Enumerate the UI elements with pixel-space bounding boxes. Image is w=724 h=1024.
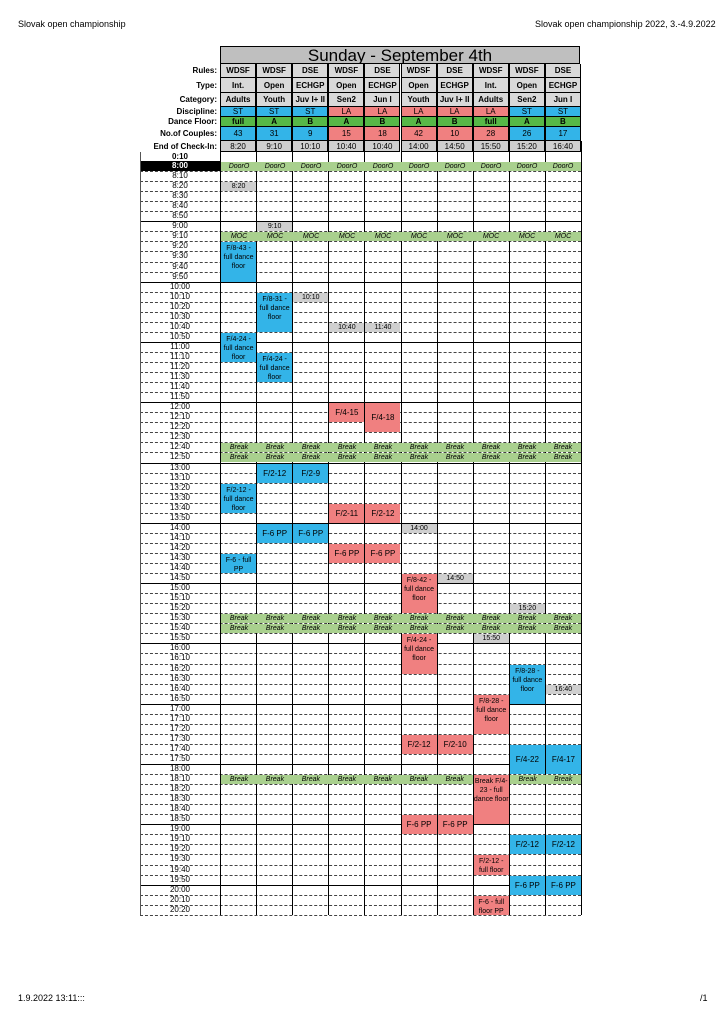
break-cell: Break: [553, 454, 573, 462]
break-cell: Break: [301, 625, 321, 633]
event-block: F-6 PP: [257, 524, 292, 543]
header-category-col-2: Youth: [256, 93, 292, 107]
time-slot: 8:00: [140, 161, 220, 171]
event-block: F/4-24 - full dance floor: [402, 634, 437, 673]
row-label-category: Category:: [179, 95, 217, 104]
event-block: F/4-22: [510, 745, 545, 774]
time-slot: 17:40: [169, 743, 191, 753]
event-block: 16:40: [546, 685, 581, 694]
row-label-floor: Dance Floor:: [168, 117, 217, 126]
header-type-col-9: Open: [509, 78, 545, 93]
header-discipline-col-9: ST: [509, 107, 545, 117]
header-checkin-col-8: 15:50: [473, 141, 509, 152]
time-slot: 11:20: [170, 362, 190, 371]
header-rules-col-10: DSE: [545, 64, 581, 78]
event-block: F-6 PP: [365, 544, 400, 563]
header-couples-col-5: 18: [364, 127, 400, 141]
event-block: F/2-12: [365, 504, 400, 523]
header-couples-col-4: 15: [328, 127, 364, 141]
header-floor-col-2: A: [256, 117, 292, 127]
time-slot: 14:50: [169, 573, 191, 583]
header-category-col-3: Juv I+ II: [292, 93, 328, 107]
time-slot: 19:00: [169, 824, 191, 834]
event-block: F-6 PP: [402, 815, 437, 834]
break-cell: MOC: [302, 233, 320, 241]
break-cell: MOC: [338, 233, 356, 241]
break-cell: Break: [554, 776, 573, 784]
header-rules-col-6: WDSF: [401, 64, 437, 78]
event-block: 9:10: [257, 222, 292, 231]
time-slot: 16:10: [169, 653, 191, 663]
event-block: F/8-28 - full dance floor: [510, 665, 545, 704]
time-slot: 13:00: [169, 462, 191, 472]
break-row: [221, 624, 581, 633]
row-label-checkin: End of Check-In:: [153, 142, 217, 151]
event-block: 15:20: [510, 604, 545, 613]
time-slot: 10:30: [169, 311, 191, 321]
row-label-rules: Rules:: [192, 66, 217, 75]
header-checkin-col-10: 16:40: [545, 141, 581, 152]
break-cell: Break: [517, 444, 537, 452]
time-slot: 17:00: [169, 703, 191, 713]
time-slot: 16:00: [169, 643, 191, 653]
break-cell: Break: [409, 615, 429, 623]
break-cell: Break: [409, 625, 429, 633]
break-row: [221, 232, 581, 241]
event-block: F/2-12: [257, 464, 292, 483]
break-cell: DoorO: [480, 163, 502, 170]
break-cell: Break: [337, 454, 357, 462]
time-slot: 8:10: [172, 171, 188, 181]
header-checkin-col-6: 14:00: [401, 141, 437, 152]
time-slot: 16:30: [169, 673, 191, 683]
break-cell: Break: [301, 444, 321, 452]
header-rules-col-8: WDSF: [473, 64, 509, 78]
time-slot: 17:10: [169, 713, 191, 723]
event-block: F/4-24 - full dance floor: [221, 333, 256, 362]
event-block: 11:40: [365, 323, 400, 332]
header-category-col-9: Sen2: [509, 93, 545, 107]
first-slot-label: 0:10: [171, 152, 188, 161]
time-slot: 12:50: [169, 452, 191, 462]
header-floor-col-4: A: [328, 117, 364, 127]
break-cell: Break: [481, 454, 501, 462]
break-cell: Break: [337, 615, 357, 623]
event-block: F/2-12: [510, 835, 545, 854]
time-slot: 18:20: [169, 784, 191, 794]
break-cell: Break: [445, 625, 465, 633]
time-slot: 12:20: [169, 422, 191, 432]
break-cell: Break: [553, 615, 573, 623]
break-cell: DoorO: [300, 163, 322, 170]
break-cell: Break: [301, 776, 321, 784]
time-slot: 15:20: [169, 603, 191, 613]
break-cell: MOC: [230, 233, 248, 241]
event-block: F/2-10: [438, 735, 473, 754]
event-block: F/2-12: [402, 735, 437, 754]
break-cell: Break: [445, 454, 465, 462]
header-checkin-col-4: 10:40: [328, 141, 364, 152]
break-cell: Break: [373, 444, 393, 452]
break-cell: Break: [409, 454, 429, 462]
event-block: 8:20: [221, 182, 256, 191]
time-slot: 14:40: [169, 563, 191, 572]
header-category-col-8: Adults: [473, 93, 509, 107]
header-couples-col-10: 17: [545, 127, 581, 141]
time-slot: 17:50: [169, 753, 191, 763]
event-block: F/8-42 - full dance floor: [402, 574, 437, 613]
time-slot: 13:40: [169, 502, 191, 512]
header-discipline-col-2: ST: [256, 107, 292, 117]
break-cell: MOC: [518, 233, 536, 241]
break-row: [221, 162, 581, 171]
header-floor-col-7: B: [437, 117, 473, 127]
header-category-col-6: Youth: [401, 93, 437, 107]
break-cell: Break: [265, 454, 285, 462]
time-slot: 14:10: [169, 532, 191, 542]
header-type-col-2: Open: [256, 78, 292, 93]
header-rules-col-2: WDSF: [256, 64, 292, 78]
time-slot: 13:30: [169, 492, 191, 502]
time-slot: 13:50: [169, 512, 191, 522]
column-divider: [437, 141, 438, 915]
header-rules-col-1: WDSF: [220, 64, 256, 78]
header-rules-col-7: DSE: [437, 64, 473, 78]
break-cell: Break: [553, 625, 573, 633]
header-couples-col-1: 43: [220, 127, 256, 141]
break-cell: Break: [229, 625, 249, 633]
break-cell: DoorO: [228, 163, 250, 170]
break-cell: Break: [517, 625, 537, 633]
header-discipline-col-7: LA: [437, 107, 473, 117]
header-category-col-5: Jun I: [364, 93, 400, 107]
time-slot: 18:50: [169, 814, 191, 824]
page-footer-left: 1.9.2022 13:11:::: [18, 993, 85, 1003]
break-cell: Break: [265, 625, 285, 633]
break-cell: Break: [373, 776, 392, 784]
break-cell: DoorO: [372, 163, 394, 170]
header-discipline-col-10: ST: [545, 107, 581, 117]
header-couples-col-6: 42: [401, 127, 437, 141]
header-category-col-4: Sen2: [328, 93, 364, 107]
break-cell: MOC: [410, 233, 428, 241]
time-slot: 11:10: [170, 351, 190, 361]
break-cell: Break: [229, 444, 249, 452]
event-block: F/4-15: [329, 403, 364, 422]
event-block: 14:00: [402, 524, 437, 533]
event-block: F-6 PP: [510, 876, 545, 895]
time-slot: 13:20: [169, 482, 191, 492]
day-title: Sunday - September 4th: [220, 46, 580, 64]
header-discipline-col-5: LA: [364, 107, 400, 117]
event-block: F/2-12 - full dance floor: [221, 484, 256, 513]
time-column-edge: [140, 152, 141, 915]
row-label-couples: No.of Couples:: [160, 129, 217, 138]
break-cell: Break: [337, 625, 357, 633]
break-cell: Break: [229, 615, 249, 623]
column-divider: [328, 141, 329, 915]
break-cell: DoorO: [336, 163, 358, 170]
break-cell: DoorO: [444, 163, 466, 170]
break-cell: Break: [409, 444, 429, 452]
break-cell: Break: [373, 615, 393, 623]
header-discipline-col-3: ST: [292, 107, 328, 117]
header-discipline-col-4: LA: [328, 107, 364, 117]
header-floor-col-10: B: [545, 117, 581, 127]
event-block: 14:50: [438, 574, 473, 583]
break-cell: Break: [229, 776, 249, 784]
time-slot: 16:20: [169, 663, 191, 673]
break-cell: MOC: [482, 233, 500, 241]
header-checkin-col-9: 15:20: [509, 141, 545, 152]
time-slot: 10:20: [169, 301, 191, 311]
time-slot: 8:20: [172, 181, 188, 191]
break-cell: MOC: [374, 233, 392, 241]
header-floor-col-9: A: [509, 117, 545, 127]
event-block: F/8-31 - full dance floor: [257, 293, 292, 332]
break-cell: Break: [373, 625, 393, 633]
event-block: 10:40: [329, 323, 364, 332]
header-rules-col-3: DSE: [292, 64, 328, 78]
time-slot: 9:00: [172, 221, 188, 231]
time-slot: 9:40: [172, 261, 188, 271]
header-checkin-col-7: 14:50: [437, 141, 473, 152]
break-cell: Break: [445, 776, 464, 784]
event-block: Break F/4-23 - full dance floor: [474, 775, 509, 824]
event-block: F/2-11: [329, 504, 364, 523]
header-discipline-col-6: LA: [401, 107, 437, 117]
column-divider: [509, 141, 510, 915]
header-category-col-7: Juv I+ II: [437, 93, 473, 107]
break-row: [221, 443, 581, 452]
event-block: 15:50: [474, 634, 509, 643]
break-cell: Break: [337, 444, 357, 452]
time-slot: 8:40: [172, 201, 188, 211]
header-couples-col-7: 10: [437, 127, 473, 141]
event-block: F/4-24 - full dance floor: [257, 353, 292, 382]
header-couples-col-8: 28: [473, 127, 509, 141]
header-type-col-3: ECHGP: [292, 78, 328, 93]
event-block: 10:10: [293, 293, 328, 302]
time-slot: 18:30: [169, 794, 191, 804]
event-block: F-6 - full floor PP: [474, 896, 509, 915]
time-slot: 9:50: [172, 271, 188, 281]
time-slot: 17:20: [169, 723, 191, 733]
column-divider: [545, 141, 546, 915]
time-slot: 18:10: [169, 774, 191, 784]
time-slot: 9:10: [172, 231, 188, 241]
break-cell: DoorO: [516, 163, 538, 170]
time-slot: 18:40: [169, 804, 191, 814]
break-cell: Break: [301, 454, 321, 462]
break-cell: Break: [481, 615, 501, 623]
time-slot: 15:40: [169, 623, 191, 633]
break-cell: Break: [265, 776, 285, 784]
header-category-col-1: Adults: [220, 93, 256, 107]
column-divider: [364, 141, 365, 915]
break-cell: Break: [337, 776, 356, 784]
time-slot: 12:10: [169, 412, 191, 422]
header-floor-col-8: full: [473, 117, 509, 127]
time-slot: 15:10: [169, 593, 191, 603]
page-header-left: Slovak open championship: [18, 19, 126, 29]
break-cell: Break: [229, 454, 249, 462]
header-discipline-col-1: ST: [220, 107, 256, 117]
header-type-col-6: Open: [401, 78, 437, 93]
time-slot: 14:00: [169, 522, 191, 532]
break-cell: Break: [481, 444, 501, 452]
header-couples-col-2: 31: [256, 127, 292, 141]
event-block: F/4-17: [546, 745, 581, 774]
break-cell: Break: [373, 454, 393, 462]
time-slot: 19:20: [169, 844, 191, 854]
time-slot: 8:50: [172, 211, 188, 221]
time-slot: 12:40: [169, 442, 191, 452]
time-slot: 12:00: [169, 402, 191, 412]
time-slot: 15:00: [169, 583, 191, 593]
header-couples-col-3: 9: [292, 127, 328, 141]
time-slot: 14:30: [169, 552, 191, 562]
break-cell: Break: [517, 454, 537, 462]
header-type-col-1: Int.: [220, 78, 256, 93]
time-slot: 15:30: [169, 613, 191, 623]
break-cell: Break: [553, 444, 573, 452]
time-slot: 8:30: [172, 191, 188, 201]
page-header-right: Slovak open championship 2022, 3.-4.9.2022: [535, 19, 716, 29]
page-footer-right: /1: [700, 993, 708, 1003]
time-slot: 9:30: [172, 251, 188, 261]
event-block: F/8-28 - full dance floor: [474, 695, 509, 734]
break-cell: Break: [301, 615, 321, 623]
header-type-col-4: Open: [328, 78, 364, 93]
header-category-col-10: Jun I: [545, 93, 581, 107]
time-slot: 11:00: [170, 341, 190, 351]
break-cell: Break: [518, 776, 537, 784]
time-slot: 16:50: [169, 693, 191, 703]
time-slot: 18:00: [169, 764, 191, 773]
header-discipline-col-8: LA: [473, 107, 509, 117]
break-cell: DoorO: [264, 163, 286, 170]
column-divider: [581, 141, 582, 915]
time-slot: 13:10: [169, 472, 191, 482]
header-type-col-7: ECHGP: [437, 78, 473, 93]
header-rules-col-9: WDSF: [509, 64, 545, 78]
time-slot: 10:50: [169, 331, 191, 341]
header-type-col-10: ECHGP: [545, 78, 581, 93]
event-block: F/2-12 - full floor: [474, 855, 509, 874]
break-cell: DoorO: [552, 163, 574, 170]
event-block: F-6 PP: [329, 544, 364, 563]
time-slot: 14:20: [169, 542, 191, 552]
row-label-type: Type:: [196, 81, 217, 90]
time-slot: 19:10: [169, 834, 191, 844]
header-floor-col-3: B: [292, 117, 328, 127]
break-cell: Break: [517, 615, 537, 623]
time-slot: 11:50: [170, 392, 190, 402]
header-checkin-col-1: 8:20: [220, 141, 256, 152]
time-slot: 12:30: [169, 432, 191, 442]
break-cell: MOC: [446, 233, 464, 241]
time-slot: 19:40: [169, 864, 191, 874]
grid-line: [140, 915, 581, 916]
event-block: F/8-43 - full dance floor: [221, 242, 256, 281]
header-floor-col-1: full: [220, 117, 256, 127]
break-cell: Break: [481, 625, 501, 633]
time-slot: 20:20: [169, 904, 191, 914]
event-block: F-6 PP: [546, 876, 581, 895]
break-cell: Break: [265, 444, 285, 452]
event-block: F/2-12: [546, 835, 581, 854]
break-cell: MOC: [266, 233, 284, 241]
time-slot: 10:40: [169, 321, 191, 331]
header-floor-col-6: A: [401, 117, 437, 127]
break-row: [221, 453, 581, 462]
header-floor-col-5: B: [364, 117, 400, 127]
time-slot: 15:50: [169, 633, 191, 643]
event-block: F-6 - full PP: [221, 554, 256, 573]
break-cell: Break: [409, 776, 428, 784]
header-checkin-col-3: 10:10: [292, 141, 328, 152]
time-slot: 17:30: [169, 733, 191, 743]
break-row: [510, 775, 581, 784]
break-cell: Break: [265, 615, 285, 623]
time-slot: 9:20: [172, 241, 188, 251]
header-couples-col-9: 26: [509, 127, 545, 141]
event-block: F/2-9: [293, 464, 328, 483]
break-cell: Break: [445, 444, 465, 452]
event-block: F-6 PP: [293, 524, 328, 543]
time-slot: 10:10: [169, 291, 191, 301]
time-slot: 20:10: [169, 894, 191, 904]
header-rules-col-4: WDSF: [328, 64, 364, 78]
event-block: F/4-18: [365, 403, 400, 432]
event-block: F-6 PP: [438, 815, 473, 834]
break-row: [221, 775, 473, 784]
time-slot: 20:00: [169, 884, 191, 894]
header-checkin-col-2: 9:10: [256, 141, 292, 152]
header-rules-col-5: DSE: [364, 64, 400, 78]
time-slot: 10:00: [169, 281, 191, 291]
row-label-discipline: Discipline:: [176, 107, 217, 116]
break-cell: DoorO: [408, 163, 430, 170]
break-row: [221, 614, 581, 623]
header-checkin-col-5: 10:40: [364, 141, 400, 152]
time-slot: 11:30: [170, 372, 190, 382]
header-type-col-5: ECHGP: [364, 78, 400, 93]
time-slot: 11:40: [170, 382, 190, 392]
time-slot: 16:40: [169, 683, 191, 693]
time-slot: 19:30: [169, 854, 191, 864]
header-type-col-8: Int.: [473, 78, 509, 93]
break-cell: Break: [445, 615, 465, 623]
time-slot: 19:50: [169, 874, 191, 884]
break-cell: MOC: [554, 233, 572, 241]
